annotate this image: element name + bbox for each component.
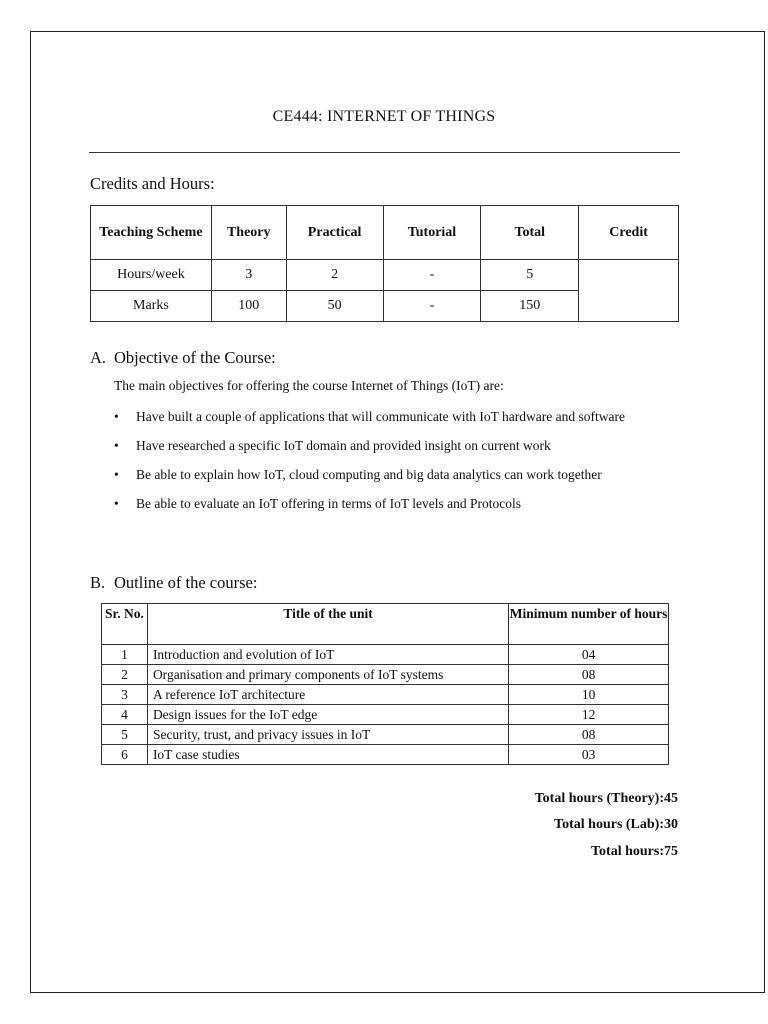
section-label: B. — [90, 573, 106, 592]
list-item — [114, 491, 677, 517]
list-item-text: Be able to evaluate an IoT offering in terms of IoT levels and Protocols — [136, 496, 522, 511]
bullet-icon: • — [114, 409, 119, 424]
table-cell: Introduction and evolution of IoT — [147, 645, 508, 665]
title-divider — [89, 152, 680, 153]
table-row — [102, 745, 669, 765]
total-hours-theory: Total hours (Theory):45 — [534, 791, 678, 806]
list-item-text: Have researched a specific IoT domain and provided insight on current work — [136, 438, 551, 453]
table-cell: Security, trust, and privacy issues in IoT — [147, 725, 508, 745]
table-cell: 2 — [286, 260, 383, 291]
objective-heading — [90, 348, 276, 368]
section-title: Outline of the course: — [114, 573, 258, 592]
credits-header-cell: Teaching Scheme — [91, 206, 212, 260]
outline-header-cell: Title of the unit — [147, 604, 508, 645]
table-cell: 2 — [102, 665, 148, 685]
section-label: A. — [90, 348, 107, 367]
table-row — [102, 685, 669, 705]
list-item — [114, 462, 677, 488]
outline-table — [101, 603, 669, 765]
table-cell: 100 — [211, 291, 286, 322]
page-title: CE444: INTERNET OF THINGS — [272, 108, 496, 125]
outline-header-cell: Minimum number of hours — [509, 604, 669, 645]
total-hours-lab: Total hours (Lab):30 — [554, 817, 678, 832]
bullet-icon: • — [114, 496, 119, 511]
list-item-text: Have built a couple of applications that will communicate with IoT hardware and software — [136, 409, 625, 424]
table-cell: 08 — [509, 725, 669, 745]
table-cell: A reference IoT architecture — [147, 685, 508, 705]
table-cell: 12 — [509, 705, 669, 725]
list-item-text: Be able to explain how IoT, cloud computing and big data analytics can work together — [136, 467, 602, 482]
table-cell: Design issues for the IoT edge — [147, 705, 508, 725]
bullet-icon: • — [114, 467, 119, 482]
total-hours: Total hours:75 — [590, 844, 678, 859]
table-cell: Marks — [91, 291, 212, 322]
outline-header-row — [102, 604, 669, 645]
credits-header-cell: Tutorial — [383, 206, 481, 260]
list-item — [114, 433, 677, 459]
table-cell: 5 — [481, 260, 579, 291]
bullet-icon: • — [114, 438, 119, 453]
section-title: Objective of the Course: — [114, 348, 276, 367]
credits-header-cell: Theory — [211, 206, 286, 260]
table-cell: - — [383, 260, 481, 291]
credits-header-cell: Total — [481, 206, 579, 260]
table-row — [91, 260, 679, 291]
table-cell: 08 — [509, 665, 669, 685]
table-cell: IoT case studies — [147, 745, 508, 765]
credits-table — [90, 205, 679, 322]
credits-header-row — [91, 206, 679, 260]
table-cell: Hours/week — [91, 260, 212, 291]
objective-intro: The main objectives for offering the course Internet of Things (IoT) are: — [114, 378, 504, 393]
table-cell: 6 — [102, 745, 148, 765]
table-cell: 5 — [102, 725, 148, 745]
credits-header-cell: Credit — [579, 206, 679, 260]
table-cell: 1 — [102, 645, 148, 665]
credit-value-cell — [579, 260, 679, 322]
credits-heading: Credits and Hours: — [90, 174, 215, 193]
objective-list — [114, 404, 677, 520]
table-cell: - — [383, 291, 481, 322]
table-cell: 50 — [286, 291, 383, 322]
outline-heading — [90, 573, 257, 593]
table-cell: 10 — [509, 685, 669, 705]
table-row — [102, 705, 669, 725]
table-row — [102, 725, 669, 745]
table-cell: Organisation and primary components of IoT systems — [147, 665, 508, 685]
table-row — [102, 645, 669, 665]
table-cell: 04 — [509, 645, 669, 665]
credits-header-cell: Practical — [286, 206, 383, 260]
list-item — [114, 404, 677, 430]
table-cell: 03 — [509, 745, 669, 765]
table-cell: 150 — [481, 291, 579, 322]
outline-header-cell: Sr. No. — [102, 604, 148, 645]
table-cell: 3 — [102, 685, 148, 705]
table-cell: 3 — [211, 260, 286, 291]
table-cell: 4 — [102, 705, 148, 725]
table-row — [102, 665, 669, 685]
